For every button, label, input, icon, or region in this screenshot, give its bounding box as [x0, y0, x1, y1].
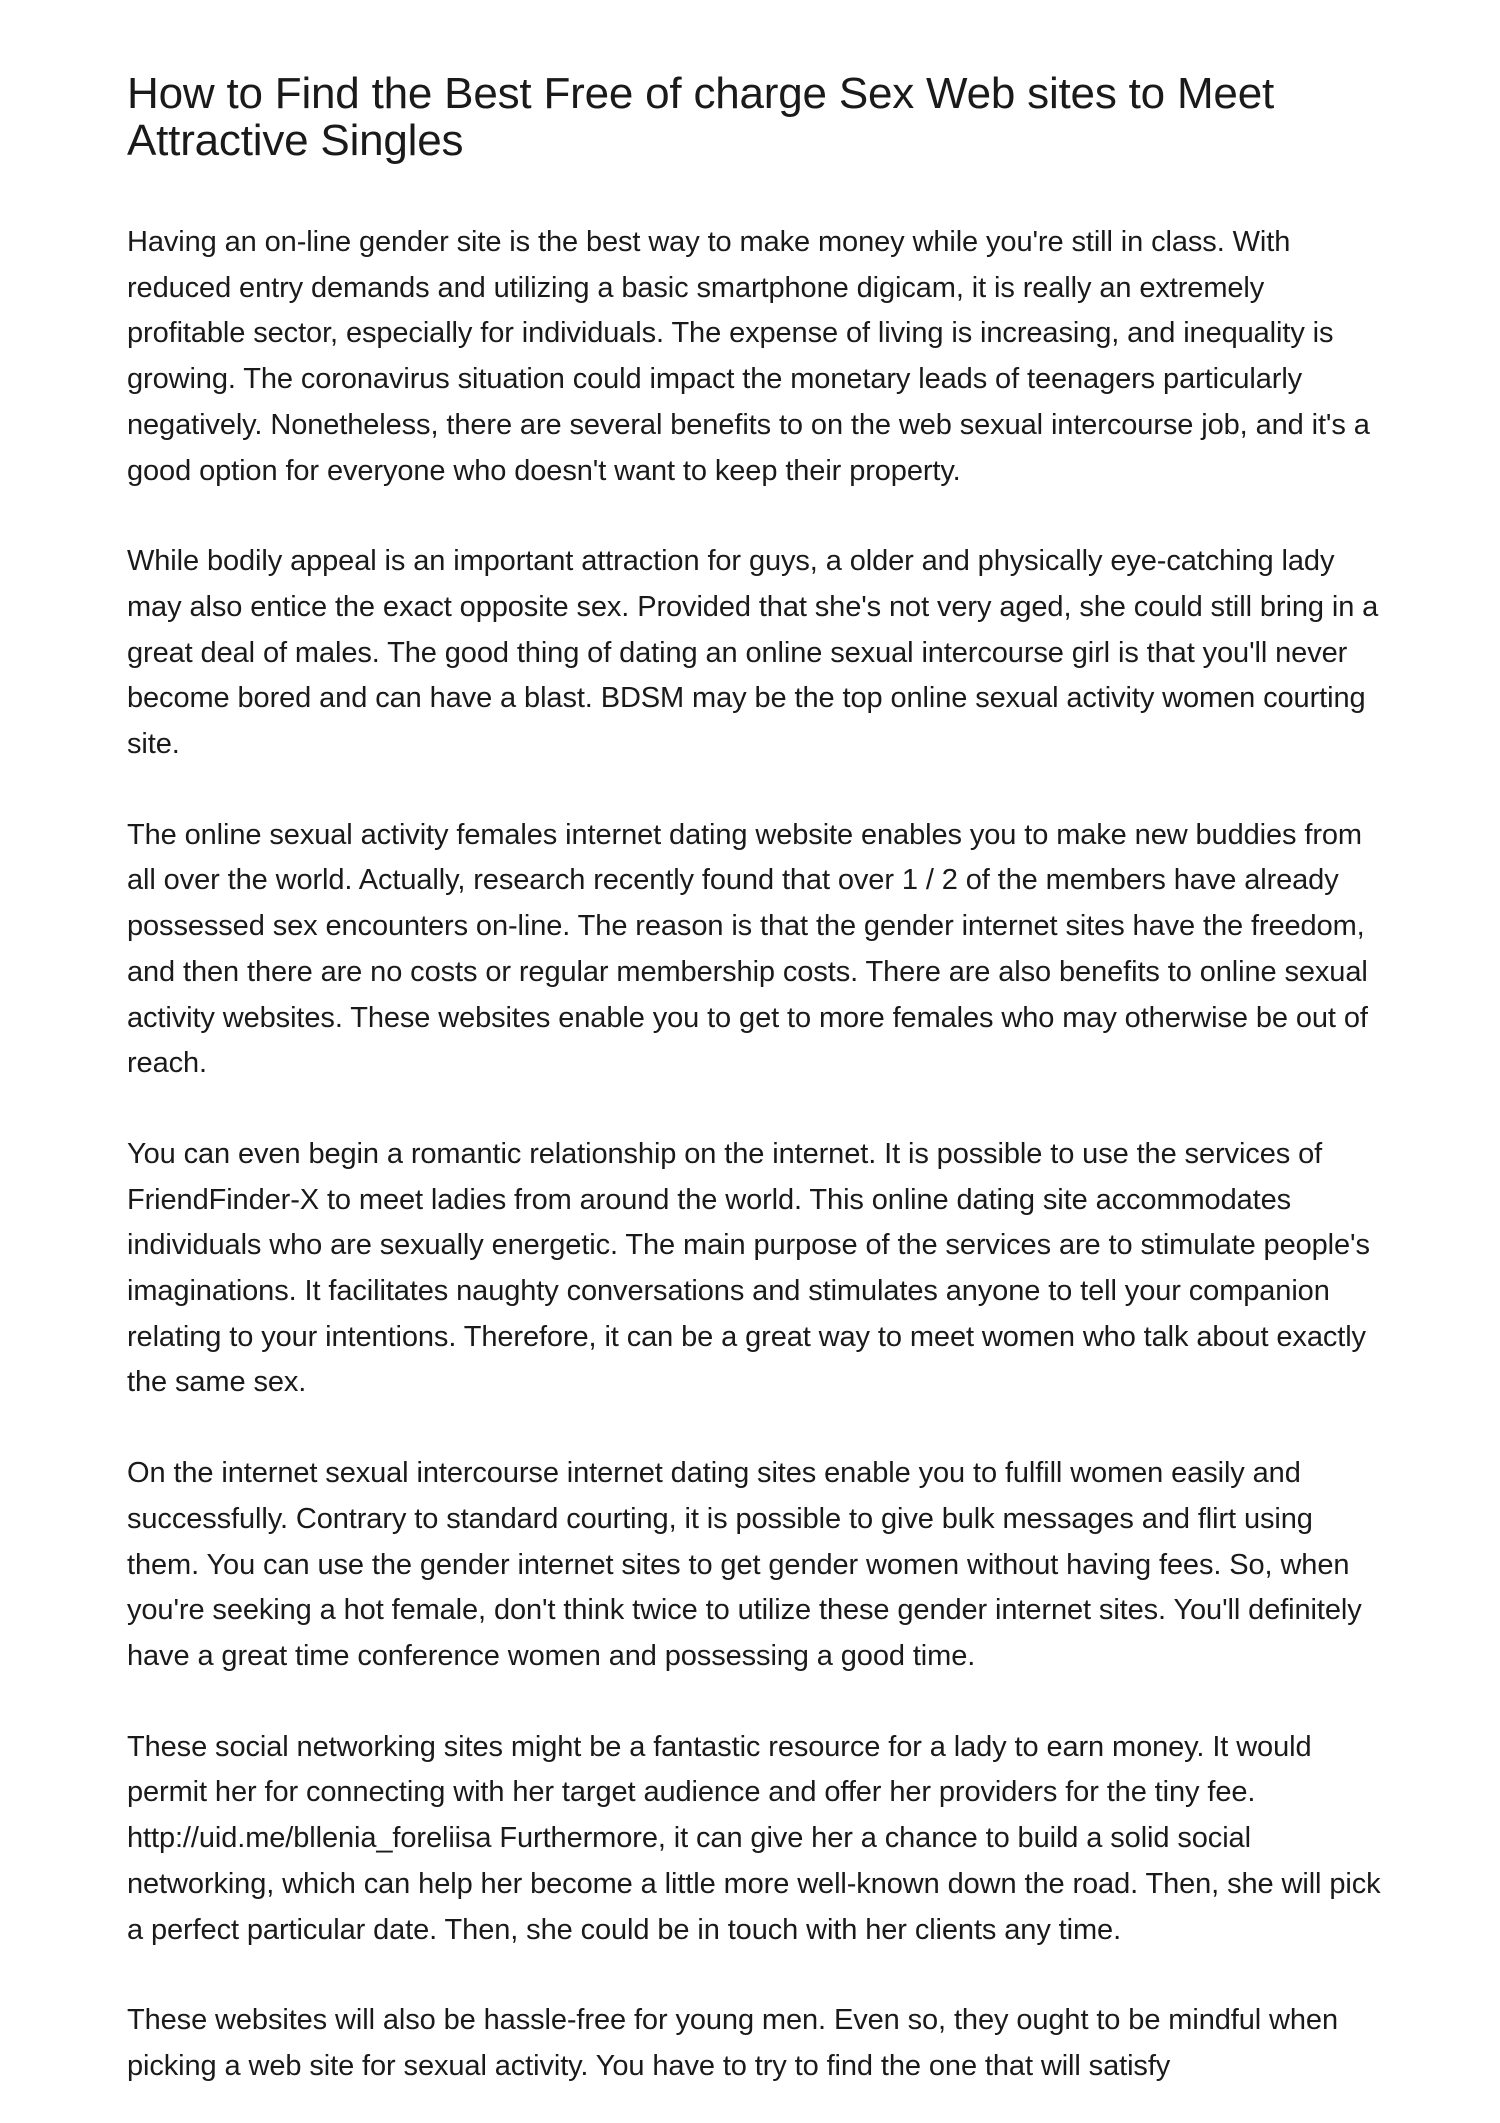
- paragraph-1: Having an on-line gender site is the best way to make money while you're still in class. With reduced entry demands and utilizing a basic smartphone digicam, it is really an extremely profitable sector, especially for individuals. The expense of living is increasing, and inequality is growing. The coronavirus situation could impact the monetary leads of teenagers particularly negatively. Nonetheless, there are several benefits to on the web sexual intercourse job, and it's a good option for everyone who doesn't want to keep their property.: [127, 226, 1370, 487]
- paragraph-6: These social networking sites might be a fantastic resource for a lady to earn money. It would permit her for connecting with her target audience and offer her providers for the tiny fee. http://uid.me/bllenia_foreliisa Furthermore, it can give her a chance to build a solid social networking, which can help her become a little more well-known down the road. Then, she will pick a perfect particular date. Then, she could be in touch with her clients any time.: [127, 1730, 1381, 1946]
- paragraph-3: The online sexual activity females internet dating website enables you to make new buddies from all over the world. Actually, research recently found that over 1 / 2 of the members have already possessed sex encounters on-line. The reason is that the gender internet sites have the freedom, and then there are no costs or regular membership costs. There are also benefits to online sexual activity websites. These websites enable you to get to more females who may otherwise be out of reach.: [127, 818, 1368, 1080]
- paragraph-7: These websites will also be hassle-free for young men. Even so, they ought to be mindful when picking a web site for sexual activity. You have to try to find the one that will satisfy: [127, 2004, 1338, 2082]
- document-title: How to Find the Best Free of charge Sex Web sites to Meet Attractive Singles: [127, 69, 1274, 165]
- document-page: [127, 70, 1387, 2090]
- paragraph-4: You can even begin a romantic relationship on the internet. It is possible to use the services of FriendFinder-X to meet ladies from around the world. This online dating site accommodates individuals who are sexually energetic. The main purpose of the services are to stimulate people's imaginations. It facilitates naughty conversations and stimulates anyone to tell your companion relating to your intentions. Therefore, it can be a great way to meet women who talk about exactly the same sex.: [127, 1137, 1370, 1399]
- paragraph-5: On the internet sexual intercourse internet dating sites enable you to fulfill women easily and successfully. Contrary to standard courting, it is possible to give bulk messages and flirt using them. You can use the gender internet sites to get gender women without having fees. So, when you're seeking a hot female, don't think twice to utilize these gender internet sites. You'll definitely have a great time conference women and possessing a good time.: [127, 1457, 1362, 1672]
- paragraph-2: While bodily appeal is an important attraction for guys, a older and physically eye-catching lady may also entice the exact opposite sex. Provided that she's not very aged, she could still bring in a great deal of males. The good thing of dating an online sexual intercourse girl is that you'll never become bored and can have a blast. BDSM may be the top online sexual activity women courting site.: [127, 545, 1379, 761]
